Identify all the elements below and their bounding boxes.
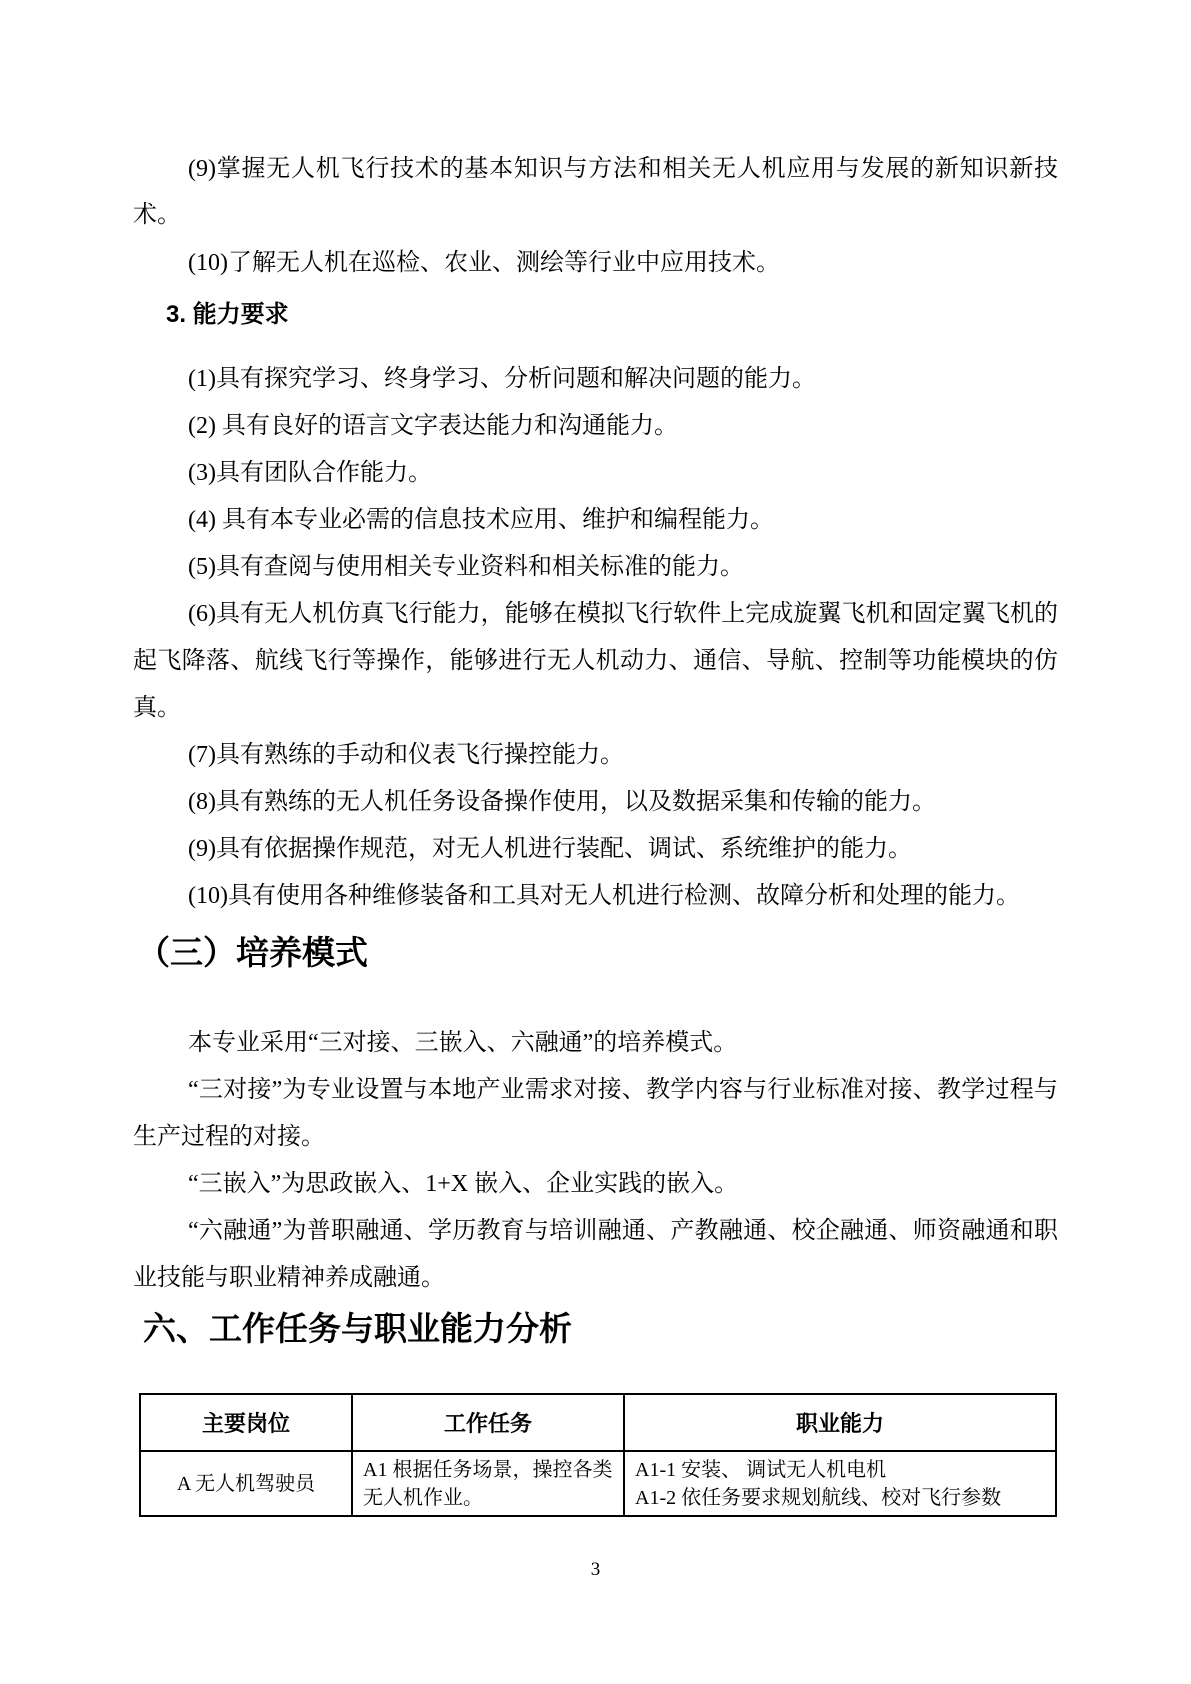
job-analysis-heading: 六、工作任务与职业能力分析 <box>143 1310 572 1347</box>
ability-line: A1-2 依任务要求规划航线、校对飞行参数 <box>635 1486 1002 1509</box>
cell-position: A 无人机驾驶员 <box>140 1451 352 1516</box>
cell-abilities <box>624 1451 1056 1516</box>
list-item: (3)具有团队合作能力。 <box>188 460 432 486</box>
ability-requirements-list <box>133 356 1058 920</box>
training-mode-paragraphs <box>133 1020 1058 1302</box>
job-analysis-table <box>139 1393 1057 1517</box>
list-item: (1)具有探究学习、终身学习、分析问题和解决问题的能力。 <box>188 366 816 392</box>
column-header-position: 主要岗位 <box>140 1394 352 1451</box>
list-item: (6)具有无人机仿真飞行能力，能够在模拟飞行软件上完成旋翼飞机和固定翼飞机的起飞降落、航线飞行等操作，能够进行无人机动力、通信、导航、控制等功能模块的仿真。 <box>133 601 1058 721</box>
list-item: (8)具有熟练的无人机任务设备操作使用，以及数据采集和传输的能力。 <box>188 789 936 815</box>
cell-task: A1 根据任务场景，操控各类无人机作业。 <box>352 1451 624 1516</box>
table-row <box>140 1451 1056 1516</box>
column-header-task: 工作任务 <box>352 1394 624 1451</box>
ability-line: A1-1 安装、 调试无人机电机 <box>635 1458 887 1481</box>
list-item: (9)具有依据操作规范，对无人机进行装配、调试、系统维护的能力。 <box>188 836 912 862</box>
list-item: (2) 具有良好的语言文字表达能力和沟通能力。 <box>188 413 678 439</box>
list-item: (10)具有使用各种维修装备和工具对无人机进行检测、故障分析和处理的能力。 <box>188 883 1020 909</box>
table-header-row <box>140 1394 1056 1451</box>
paragraph: “六融通”为普职融通、学历教育与培训融通、产教融通、校企融通、师资融通和职业技能与职业精神养成融通。 <box>133 1218 1058 1291</box>
knowledge-item-9: (9)掌握无人机飞行技术的基本知识与方法和相关无人机应用与发展的新知识新技术。 <box>133 156 1058 228</box>
list-item: (5)具有查阅与使用相关专业资料和相关标准的能力。 <box>188 554 744 580</box>
paragraph: “三对接”为专业设置与本地产业需求对接、教学内容与行业标准对接、教学过程与生产过程的对接。 <box>133 1077 1058 1150</box>
paragraph: 本专业采用“三对接、三嵌入、六融通”的培养模式。 <box>188 1030 738 1056</box>
knowledge-item-10: (10)了解无人机在巡检、农业、测绘等行业中应用技术。 <box>188 250 780 276</box>
ability-requirements-heading: 3. 能力要求 <box>166 301 289 328</box>
column-header-ability: 职业能力 <box>624 1394 1056 1451</box>
training-mode-heading: （三）培养模式 <box>137 934 368 971</box>
list-item: (4) 具有本专业必需的信息技术应用、维护和编程能力。 <box>188 507 774 533</box>
paragraph: “三嵌入”为思政嵌入、1+X 嵌入、企业实践的嵌入。 <box>188 1171 739 1197</box>
list-item: (7)具有熟练的手动和仪表飞行操控能力。 <box>188 742 624 768</box>
page-number: 3 <box>590 1559 601 1580</box>
